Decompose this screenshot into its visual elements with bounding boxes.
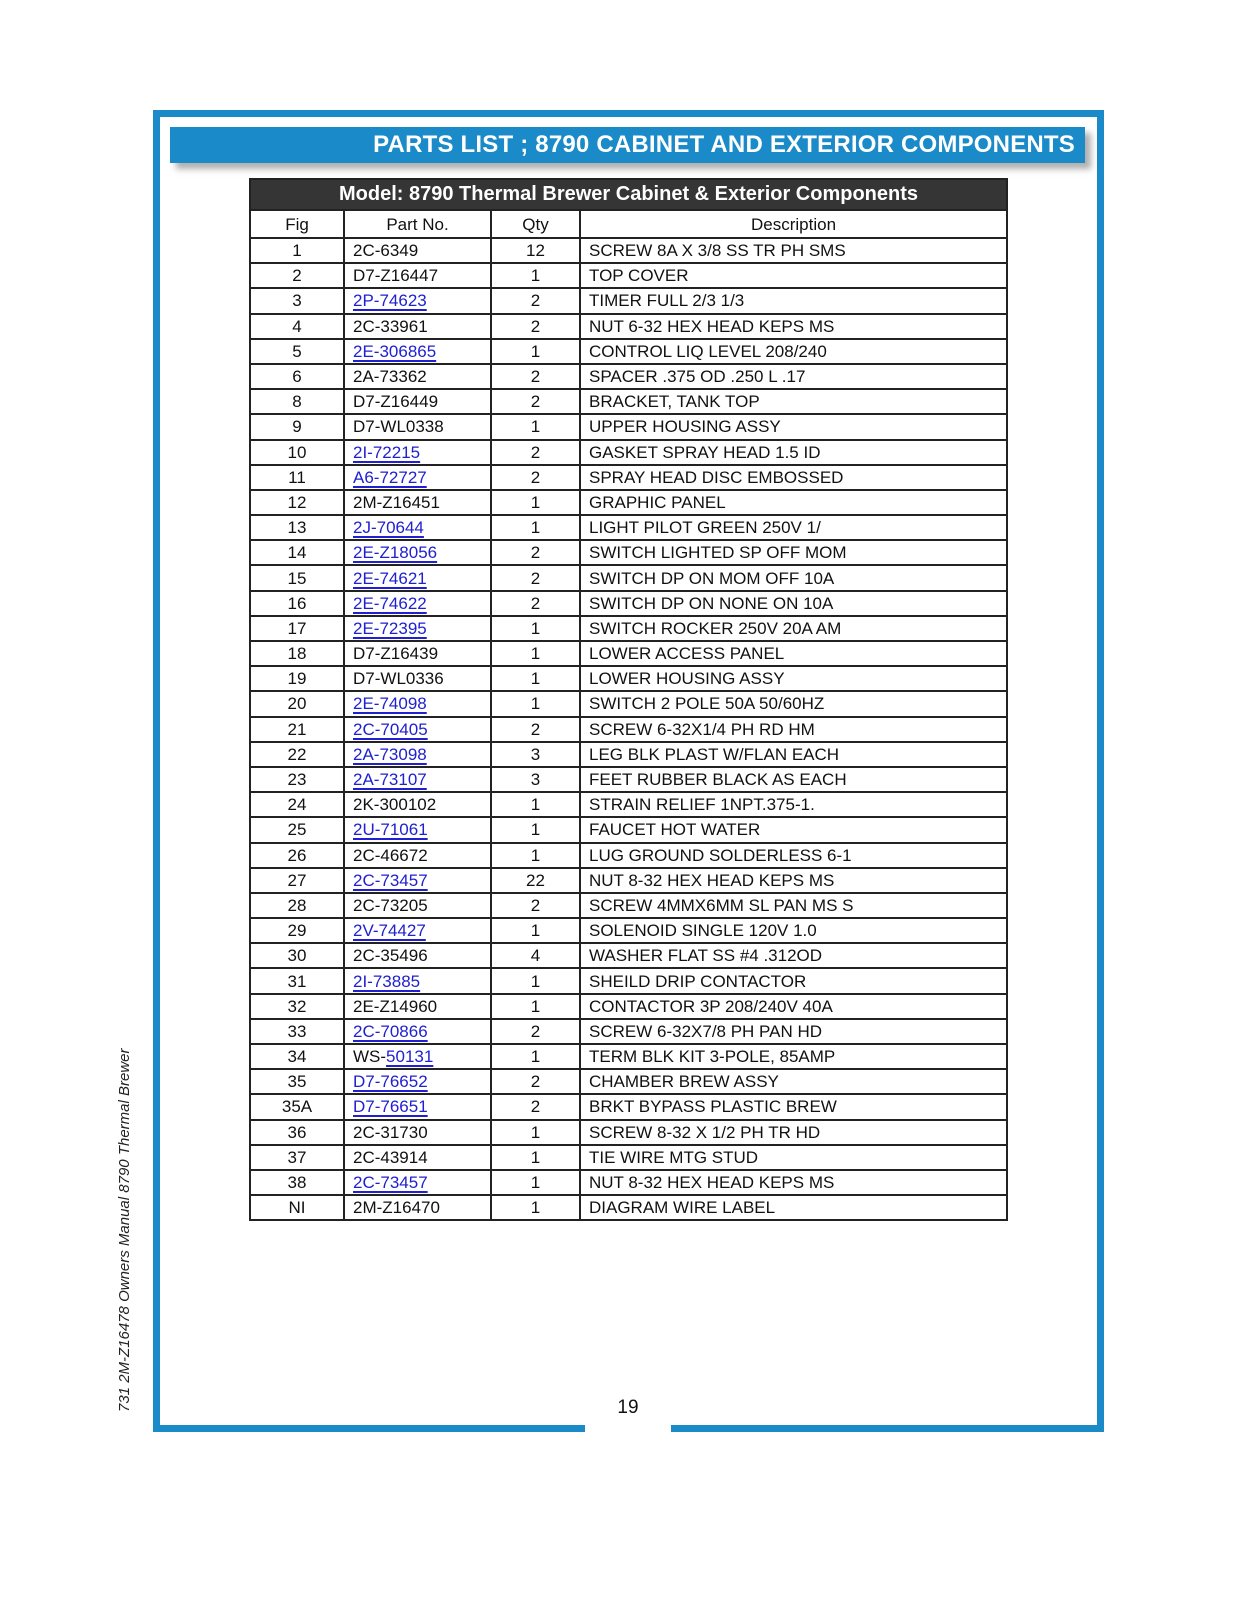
part-number-link[interactable]: 2E-74098: [353, 694, 427, 714]
cell-description: NUT 6-32 HEX HEAD KEPS MS: [580, 314, 1007, 339]
cell-qty: 1: [491, 1195, 580, 1220]
cell-fig: 26: [250, 843, 344, 868]
table-row: [250, 238, 1007, 263]
cell-description: TIE WIRE MTG STUD: [580, 1145, 1007, 1170]
cell-description: FEET RUBBER BLACK AS EACH: [580, 767, 1007, 792]
cell-fig: 38: [250, 1170, 344, 1195]
cell-fig: 11: [250, 465, 344, 490]
cell-description: SCREW 6-32X7/8 PH PAN HD: [580, 1019, 1007, 1044]
cell-fig: 4: [250, 314, 344, 339]
part-number-link[interactable]: 2I-73885: [353, 971, 421, 991]
cell-fig: 6: [250, 364, 344, 389]
cell-qty: 1: [491, 817, 580, 842]
cell-fig: 27: [250, 868, 344, 893]
part-number-link[interactable]: 2V-74427: [353, 921, 426, 941]
cell-description: UPPER HOUSING ASSY: [580, 414, 1007, 439]
table-row: [250, 717, 1007, 742]
cell-description: LEG BLK PLAST W/FLAN EACH: [580, 742, 1007, 767]
part-number-link[interactable]: 2E-74621: [353, 568, 427, 588]
table-row: [250, 994, 1007, 1019]
cell-description: NUT 8-32 HEX HEAD KEPS MS: [580, 1170, 1007, 1195]
cell-fig: 5: [250, 339, 344, 364]
cell-description: SPACER .375 OD .250 L .17: [580, 364, 1007, 389]
cell-part-number[interactable]: [344, 1094, 491, 1119]
cell-qty: 3: [491, 742, 580, 767]
table-row: [250, 1195, 1007, 1220]
part-number-link[interactable]: 2E-Z18056: [353, 543, 438, 563]
page-frame-left: [153, 110, 160, 1432]
cell-qty: 2: [491, 465, 580, 490]
cell-part-number: D7-WL0338: [344, 414, 491, 439]
cell-description: FAUCET HOT WATER: [580, 817, 1007, 842]
table-row: [250, 1019, 1007, 1044]
cell-qty: 1: [491, 843, 580, 868]
table-row: [250, 742, 1007, 767]
cell-description: SWITCH DP ON NONE ON 10A: [580, 591, 1007, 616]
cell-fig: 16: [250, 591, 344, 616]
cell-part-number[interactable]: [344, 591, 491, 616]
cell-qty: 1: [491, 1145, 580, 1170]
cell-qty: 2: [491, 1069, 580, 1094]
cell-description: SHEILD DRIP CONTACTOR: [580, 968, 1007, 993]
table-row: [250, 1170, 1007, 1195]
cell-qty: 2: [491, 288, 580, 313]
cell-part-number[interactable]: [344, 339, 491, 364]
cell-description: LOWER ACCESS PANEL: [580, 641, 1007, 666]
part-number-link[interactable]: 50131: [386, 1047, 434, 1067]
cell-part-number: 2C-43914: [344, 1145, 491, 1170]
cell-qty: 1: [491, 1044, 580, 1069]
cell-part-number: D7-Z16439: [344, 641, 491, 666]
page-frame-bottom-right: [671, 1425, 1104, 1432]
cell-description: CONTROL LIQ LEVEL 208/240: [580, 339, 1007, 364]
cell-qty: 2: [491, 893, 580, 918]
cell-part-number: D7-WL0336: [344, 666, 491, 691]
cell-fig: 8: [250, 389, 344, 414]
table-row: [250, 440, 1007, 465]
cell-fig: 31: [250, 968, 344, 993]
part-number-link[interactable]: 2E-72395: [353, 618, 427, 638]
cell-part-number: 2E-Z14960: [344, 994, 491, 1019]
part-number-link[interactable]: D7-76651: [353, 1097, 428, 1117]
cell-qty: 1: [491, 994, 580, 1019]
cell-qty: 1: [491, 1170, 580, 1195]
cell-part-number: 2A-73362: [344, 364, 491, 389]
table-row: [250, 817, 1007, 842]
cell-part-number[interactable]: [344, 918, 491, 943]
cell-qty: 2: [491, 1019, 580, 1044]
cell-qty: 1: [491, 641, 580, 666]
table-row: [250, 616, 1007, 641]
cell-part-number: 2M-Z16451: [344, 490, 491, 515]
cell-fig: NI: [250, 1195, 344, 1220]
cell-qty: 1: [491, 414, 580, 439]
cell-fig: 17: [250, 616, 344, 641]
cell-qty: 1: [491, 968, 580, 993]
cell-description: CHAMBER BREW ASSY: [580, 1069, 1007, 1094]
cell-fig: 1: [250, 238, 344, 263]
cell-fig: 22: [250, 742, 344, 767]
cell-qty: 1: [491, 515, 580, 540]
page-number: 19: [617, 1397, 639, 1418]
cell-description: SWITCH 2 POLE 50A 50/60HZ: [580, 691, 1007, 716]
cell-fig: 14: [250, 540, 344, 565]
table-row: [250, 490, 1007, 515]
table-row: [250, 943, 1007, 968]
cell-qty: 2: [491, 717, 580, 742]
cell-qty: 2: [491, 591, 580, 616]
cell-fig: 34: [250, 1044, 344, 1069]
cell-fig: 18: [250, 641, 344, 666]
table-row: [250, 591, 1007, 616]
cell-description: GRAPHIC PANEL: [580, 490, 1007, 515]
table-row: [250, 968, 1007, 993]
table-row: [250, 1069, 1007, 1094]
cell-qty: 12: [491, 238, 580, 263]
table-row: [250, 565, 1007, 590]
section-banner: [170, 127, 1085, 163]
cell-part-number[interactable]: [344, 515, 491, 540]
cell-part-number[interactable]: [344, 540, 491, 565]
cell-part-number: D7-Z16449: [344, 389, 491, 414]
cell-fig: 2: [250, 263, 344, 288]
column-header-part: Part No.: [344, 210, 491, 238]
part-number-link[interactable]: 2C-73457: [353, 1173, 428, 1193]
part-number-link[interactable]: A6-72727: [353, 467, 427, 487]
cell-part-number: 2M-Z16470: [344, 1195, 491, 1220]
cell-description: CONTACTOR 3P 208/240V 40A: [580, 994, 1007, 1019]
cell-qty: 1: [491, 339, 580, 364]
part-number-link[interactable]: 2A-73098: [353, 744, 427, 764]
part-number-link[interactable]: 2E-306865: [353, 341, 437, 361]
table-row: [250, 1044, 1007, 1069]
cell-qty: 22: [491, 868, 580, 893]
cell-description: STRAIN RELIEF 1NPT.375-1.: [580, 792, 1007, 817]
cell-fig: 36: [250, 1120, 344, 1145]
page-frame-bottom-left: [153, 1425, 585, 1432]
cell-qty: 2: [491, 389, 580, 414]
cell-description: SOLENOID SINGLE 120V 1.0: [580, 918, 1007, 943]
cell-qty: 2: [491, 364, 580, 389]
cell-qty: 1: [491, 263, 580, 288]
cell-part-number[interactable]: [344, 767, 491, 792]
cell-part-number: 2C-6349: [344, 238, 491, 263]
cell-part-number[interactable]: [344, 968, 491, 993]
table-row: [250, 893, 1007, 918]
table-row: [250, 339, 1007, 364]
table-row: [250, 515, 1007, 540]
table-row: [250, 868, 1007, 893]
cell-description: LOWER HOUSING ASSY: [580, 666, 1007, 691]
table-row: [250, 792, 1007, 817]
cell-qty: 1: [491, 691, 580, 716]
cell-part-number[interactable]: [344, 1170, 491, 1195]
cell-description: SPRAY HEAD DISC EMBOSSED: [580, 465, 1007, 490]
table-row: [250, 1145, 1007, 1170]
cell-qty: 2: [491, 540, 580, 565]
cell-fig: 30: [250, 943, 344, 968]
cell-part-number: 2K-300102: [344, 792, 491, 817]
part-number-link[interactable]: D7-76652: [353, 1072, 428, 1092]
cell-qty: 1: [491, 1120, 580, 1145]
cell-part-number[interactable]: [344, 868, 491, 893]
cell-qty: 1: [491, 616, 580, 641]
part-number-link[interactable]: 2E-74622: [353, 593, 427, 613]
cell-part-number[interactable]: [344, 440, 491, 465]
part-number-link[interactable]: 2C-70866: [353, 1021, 428, 1041]
cell-part-number[interactable]: [344, 717, 491, 742]
cell-description: SCREW 8-32 X 1/2 PH TR HD: [580, 1120, 1007, 1145]
cell-qty: 4: [491, 943, 580, 968]
part-number-link[interactable]: 2U-71061: [353, 820, 428, 840]
cell-qty: 3: [491, 767, 580, 792]
cell-fig: 37: [250, 1145, 344, 1170]
cell-description: TERM BLK KIT 3-POLE, 85AMP: [580, 1044, 1007, 1069]
cell-fig: 33: [250, 1019, 344, 1044]
cell-qty: 1: [491, 792, 580, 817]
cell-qty: 2: [491, 1094, 580, 1119]
cell-fig: 9: [250, 414, 344, 439]
table-title: Model: 8790 Thermal Brewer Cabinet & Exterior Components: [250, 179, 1007, 210]
table-row: [250, 263, 1007, 288]
cell-part-number[interactable]: [344, 1069, 491, 1094]
cell-description: SWITCH DP ON MOM OFF 10A: [580, 565, 1007, 590]
table-row: [250, 389, 1007, 414]
cell-part-number[interactable]: [344, 565, 491, 590]
table-row: [250, 314, 1007, 339]
cell-description: BRKT BYPASS PLASTIC BREW: [580, 1094, 1007, 1119]
cell-part-number: D7-Z16447: [344, 263, 491, 288]
part-number-link[interactable]: 2C-73457: [353, 870, 428, 890]
cell-fig: 12: [250, 490, 344, 515]
cell-qty: 2: [491, 440, 580, 465]
cell-part-number[interactable]: [344, 691, 491, 716]
table-row: [250, 918, 1007, 943]
part-number-link[interactable]: 2I-72215: [353, 442, 421, 462]
parts-table-body: [250, 238, 1007, 1220]
cell-description: GASKET SPRAY HEAD 1.5 ID: [580, 440, 1007, 465]
cell-description: DIAGRAM WIRE LABEL: [580, 1195, 1007, 1220]
table-row: [250, 641, 1007, 666]
page-title: PARTS LIST ; 8790 CABINET AND EXTERIOR COMPONENTS: [373, 131, 1075, 158]
cell-fig: 24: [250, 792, 344, 817]
cell-description: WASHER FLAT SS #4 .312OD: [580, 943, 1007, 968]
cell-description: TOP COVER: [580, 263, 1007, 288]
cell-description: TIMER FULL 2/3 1/3: [580, 288, 1007, 313]
cell-fig: 10: [250, 440, 344, 465]
cell-qty: 1: [491, 490, 580, 515]
cell-description: SWITCH LIGHTED SP OFF MOM: [580, 540, 1007, 565]
column-header-fig: Fig: [250, 210, 344, 238]
cell-part-number: 2C-73205: [344, 893, 491, 918]
part-number-prefix: WS-: [353, 1047, 387, 1067]
cell-part-number[interactable]: [344, 1019, 491, 1044]
cell-description: SCREW 8A X 3/8 SS TR PH SMS: [580, 238, 1007, 263]
cell-fig: 23: [250, 767, 344, 792]
cell-fig: 21: [250, 717, 344, 742]
cell-qty: 2: [491, 314, 580, 339]
cell-fig: 35: [250, 1069, 344, 1094]
table-row: [250, 691, 1007, 716]
cell-qty: 1: [491, 918, 580, 943]
cell-part-number: 2C-35496: [344, 943, 491, 968]
table-row: [250, 364, 1007, 389]
cell-part-number[interactable]: [344, 742, 491, 767]
table-row: [250, 1120, 1007, 1145]
cell-description: BRACKET, TANK TOP: [580, 389, 1007, 414]
parts-table: [249, 178, 1008, 1221]
table-row: [250, 666, 1007, 691]
table-row: [250, 767, 1007, 792]
cell-fig: 3: [250, 288, 344, 313]
table-row: [250, 843, 1007, 868]
column-header-qty: Qty: [491, 210, 580, 238]
cell-fig: 20: [250, 691, 344, 716]
cell-part-number: 2C-31730: [344, 1120, 491, 1145]
part-number-link[interactable]: 2J-70644: [353, 518, 424, 538]
cell-part-number[interactable]: [344, 288, 491, 313]
part-number-link[interactable]: 2C-70405: [353, 719, 428, 739]
cell-fig: 25: [250, 817, 344, 842]
cell-part-number[interactable]: [344, 817, 491, 842]
cell-fig: 28: [250, 893, 344, 918]
cell-fig: 29: [250, 918, 344, 943]
cell-part-number: 2C-46672: [344, 843, 491, 868]
cell-description: SCREW 6-32X1/4 PH RD HM: [580, 717, 1007, 742]
table-row: [250, 414, 1007, 439]
cell-part-number: 2C-33961: [344, 314, 491, 339]
table-row: [250, 1094, 1007, 1119]
cell-qty: 2: [491, 565, 580, 590]
cell-description: SCREW 4MMX6MM SL PAN MS S: [580, 893, 1007, 918]
cell-description: NUT 8-32 HEX HEAD KEPS MS: [580, 868, 1007, 893]
cell-part-number[interactable]: [344, 1044, 491, 1069]
document-footer-side-text: 731 2M-Z16478 Owners Manual 8790 Thermal Brewer: [116, 1048, 133, 1412]
table-row: [250, 288, 1007, 313]
cell-description: LIGHT PILOT GREEN 250V 1/: [580, 515, 1007, 540]
cell-description: LUG GROUND SOLDERLESS 6-1: [580, 843, 1007, 868]
part-number-link[interactable]: 2A-73107: [353, 770, 427, 790]
cell-fig: 19: [250, 666, 344, 691]
cell-fig: 35A: [250, 1094, 344, 1119]
page-frame-top: [153, 110, 1104, 117]
cell-fig: 32: [250, 994, 344, 1019]
table-row: [250, 540, 1007, 565]
table-row: [250, 465, 1007, 490]
part-number-link[interactable]: 2P-74623: [353, 291, 427, 311]
cell-qty: 1: [491, 666, 580, 691]
cell-part-number[interactable]: [344, 616, 491, 641]
page-frame-right: [1097, 110, 1104, 1432]
cell-fig: 15: [250, 565, 344, 590]
cell-part-number[interactable]: [344, 465, 491, 490]
column-header-description: Description: [580, 210, 1007, 238]
cell-fig: 13: [250, 515, 344, 540]
cell-description: SWITCH ROCKER 250V 20A AM: [580, 616, 1007, 641]
